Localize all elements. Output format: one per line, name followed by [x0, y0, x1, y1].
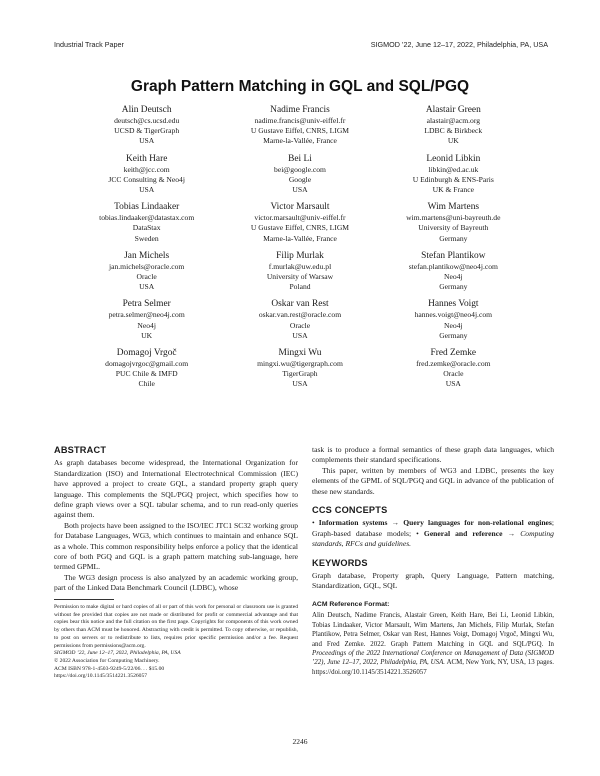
author-affiliation: U Edinburgh & ENS-Paris [412, 174, 494, 184]
author-location: USA [139, 185, 155, 195]
author-email: wim.martens@uni-bayreuth.de [406, 213, 501, 223]
author-affiliation: Neo4j [444, 320, 463, 330]
author-block [377, 250, 530, 293]
author-name: Alin Deutsch [121, 105, 172, 115]
author-affiliation: Neo4j [444, 272, 463, 282]
author-location: Marne-la-Vallée, France [263, 136, 337, 146]
author-email: mingxi.wu@tigergraph.com [257, 359, 343, 369]
ccs-heading: CCS CONCEPTS [312, 505, 388, 516]
author-email: fred.zemke@oracle.com [416, 359, 491, 369]
author-block [223, 104, 376, 147]
author-block [377, 104, 530, 147]
author-email: victor.marsault@univ-eiffel.fr [254, 213, 346, 223]
author-location: USA [292, 185, 308, 195]
author-email: hannes.voigt@neo4j.com [414, 310, 493, 320]
author-name: Wim Martens [427, 202, 480, 213]
paper-title: Graph Pattern Matching in GQL and SQL/PGQ [130, 78, 470, 95]
author-name: Filip Murlak [276, 250, 324, 261]
author-location: Marne-la-Vallée, France [263, 233, 337, 243]
author-affiliation: Neo4j [137, 320, 156, 330]
author-location: Germany [439, 233, 468, 243]
author-block [377, 298, 530, 341]
abstract-heading: ABSTRACT [54, 445, 107, 455]
author-location: Chile [138, 379, 155, 389]
footnote-rule [54, 599, 114, 600]
author-email: oskar.van.rest@oracle.com [258, 310, 342, 320]
author-affiliation: Oracle [136, 272, 157, 282]
author-location: USA [292, 330, 308, 340]
author-email: deutsch@cs.ucsd.edu [114, 116, 180, 125]
author-block [70, 298, 223, 341]
author-location: UK & France [432, 185, 474, 195]
author-name: Bei Li [288, 153, 312, 164]
permission-isbn: ACM ISBN 978-1-4503-9249-5/22/06. . . $15.00 [54, 665, 165, 672]
author-affiliation: JCC Consulting & Neo4j [108, 174, 185, 184]
running-header-left: Industrial Track Paper [54, 40, 124, 49]
keywords-heading: KEYWORDS [312, 557, 368, 568]
author-email: petra.selmer@neo4j.com [108, 310, 185, 320]
permission-block [54, 604, 298, 681]
author-block [70, 201, 223, 244]
author-affiliation: U Gustave Eiffel, CNRS, LIGM [250, 126, 350, 136]
abstract-paragraph-4: This paper, written by members of WG3 and LDBC, presents the key elements of the GPML of SQL/PGQ and GQL in advance of the publication of these new standards. [312, 465, 554, 496]
author-name: Nadime Francis [270, 105, 330, 115]
author-block [377, 201, 530, 244]
author-block [223, 298, 376, 341]
author-location: USA [139, 282, 155, 292]
author-location: USA [292, 379, 308, 389]
author-affiliation: University of Bayreuth [418, 223, 489, 233]
author-affiliation: DataStax [132, 223, 161, 233]
right-column [312, 445, 554, 677]
author-name: Alastair Green [425, 105, 481, 115]
page-number: 2246 [292, 737, 308, 746]
author-block [70, 347, 223, 390]
author-name: Jan Michels [124, 250, 170, 261]
author-email: nadime.francis@univ-eiffel.fr [254, 116, 346, 125]
running-header-right: SIGMOD ’22, June 12–17, 2022, Philadelphia, PA, USA [370, 40, 548, 49]
author-name: Keith Hare [125, 153, 168, 164]
author-block [377, 153, 530, 196]
author-affiliation: TigerGraph [282, 369, 318, 379]
acm-reference-heading: ACM Reference Format: [312, 600, 390, 608]
author-location: UK [447, 136, 459, 146]
author-affiliation: LDBC & Birkbeck [424, 126, 483, 136]
author-email: stefan.plantikow@neo4j.com [408, 261, 498, 271]
author-email: libkin@ed.ac.uk [428, 164, 479, 174]
author-affiliation: PUC Chile & IMFD [115, 369, 178, 379]
author-name: Petra Selmer [122, 299, 171, 310]
permission-doi: https://doi.org/10.1145/3514221.3526057 [54, 673, 148, 680]
author-name: Victor Marsault [270, 202, 330, 213]
keywords-text: Graph database, Property graph, Query Language, Pattern matching, Standardization, GQL, SQL [312, 571, 554, 591]
author-email: bei@google.com [274, 164, 326, 174]
author-name: Domagoj Vrgoč [116, 348, 177, 359]
author-email: f.murlak@uw.edu.pl [268, 261, 332, 271]
author-block [70, 104, 223, 147]
ccs-concepts: • Information systems → Query languages for non-relational engines; Graph-based database models; • General and reference → Computing standards, RFCs and guidelines. [312, 518, 554, 549]
author-block [70, 153, 223, 196]
author-name: Mingxi Wu [278, 348, 322, 359]
author-name: Stefan Plantikow [421, 250, 486, 261]
author-name: Leonid Libkin [426, 153, 481, 164]
author-name: Oskar van Rest [271, 299, 329, 310]
author-affiliation: U Gustave Eiffel, CNRS, LIGM [250, 223, 350, 233]
author-location: USA [445, 379, 461, 389]
author-email: alastair@acm.org [426, 116, 481, 125]
author-affiliation: Oracle [289, 320, 311, 330]
author-email: keith@jcc.com [123, 164, 170, 174]
author-location: Sweden [134, 233, 159, 243]
permission-copyright: © 2022 Association for Computing Machinery. [54, 657, 160, 664]
author-location: Germany [439, 282, 468, 292]
author-location: Poland [289, 282, 311, 292]
author-block [377, 347, 530, 390]
author-affiliation: Google [288, 174, 312, 184]
acm-reference-text: Alin Deutsch, Nadime Francis, Alastair Green, Keith Hare, Bei Li, Leonid Libkin, Tobias Lindaaker, Victor Marsault, Wim Martens, Jan Michels, Filip Murlak, Stefan Plantikow, Petra Selmer, Oskar van Rest, Hannes Voigt, Domagoj Vrgoč, Mingxi Wu, and Fred Zemke. 2022. Graph Pattern Matching in GQL and SQL/PGQ. In Proceedings of the 2022 International Conference on Management of Data (SIGMOD ’22), June 12–17, 2022, Philadelphia, PA, USA. ACM, New York, NY, USA, 13 pages. https://doi.org/10.1145/3514221.3526057 [312, 612, 554, 676]
author-block [223, 250, 376, 293]
author-location: UK [141, 330, 153, 340]
author-name: Fred Zemke [430, 348, 477, 359]
permission-venue: SIGMOD ’22, June 12–17, 2022, Philadelphia, PA, USA [54, 650, 181, 657]
author-location: USA [139, 136, 155, 146]
left-column [54, 445, 298, 594]
abstract-paragraph-3: The WG3 design process is also analyzed by an academic working group, part of the Linked Data Benchmark Council (LDBC), whose [54, 572, 298, 593]
author-block [223, 201, 376, 244]
author-email: jan.michels@oracle.com [109, 261, 185, 271]
abstract-paragraph-2: Both projects have been assigned to the ISO/IEC JTC1 SC32 working group for Database Languages, WG3, which continues to maintain and enhance SQL as a whole. This common responsibility helps enforce a policy that the identical core of both PGQ and GQL is a graph pattern matching sub-language, here termed GPML. [54, 520, 298, 572]
author-block [70, 250, 223, 293]
author-affiliation: UCSD & TigerGraph [114, 126, 180, 136]
abstract-paragraph-1: As graph databases become widespread, the International Organization for Standardization (ISO) and International Electrotechnical Commission (IEC) have approved a project to create GQL, a standard property graph query language. This complements the SQL/PGQ project, which specifies how to define graph views over a SQL tabular schema, and to run read-only queries against them. [54, 458, 298, 520]
permission-text: Permission to make digital or hard copies of all or part of this work for personal or classroom use is granted without fee provided that copies are not made or distributed for profit or commercial advantage and that copies bear this notice and the full citation on the first page. Copyrights for components of this work owned by others than ACM must be honored. Abstracting with credit is permitted. To copy otherwise, or republish, to post on servers or to redistribute to lists, requires prior specific permission and/or a fee. Request permissions from permissions@acm.org. [54, 604, 298, 649]
author-grid [70, 104, 530, 390]
author-name: Tobias Lindaaker [114, 202, 180, 213]
author-affiliation: University of Warsaw [266, 272, 334, 282]
author-block [223, 153, 376, 196]
author-block [223, 347, 376, 390]
author-location: Germany [439, 330, 468, 340]
abstract-paragraph-3-continued: task is to produce a formal semantics of these graph data languages, which complements their standard specifications. [312, 445, 554, 465]
author-email: domagojvrgoc@gmail.com [105, 359, 189, 369]
author-email: tobias.lindaaker@datastax.com [99, 213, 195, 223]
author-name: Hannes Voigt [428, 299, 479, 310]
author-affiliation: Oracle [443, 369, 464, 379]
